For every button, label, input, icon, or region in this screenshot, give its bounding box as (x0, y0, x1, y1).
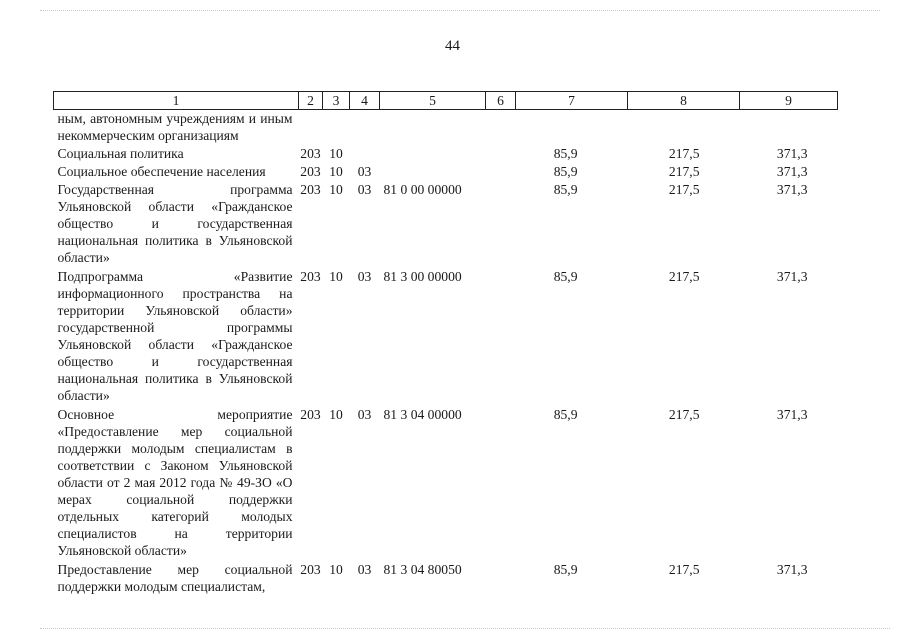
table-row (54, 163, 838, 181)
cell-col4: 03 (357, 182, 372, 197)
column-header: 2 (299, 92, 323, 110)
cell-col7: 85,9 (553, 164, 578, 179)
cell-col6 (486, 181, 516, 267)
column-header: 9 (740, 92, 838, 110)
cell-col4: 03 (357, 269, 372, 284)
column-header: 6 (486, 92, 516, 110)
cell-col2 (299, 110, 323, 146)
table-row (54, 110, 838, 146)
cell-col3 (323, 110, 350, 146)
cell-col8: 217,5 (668, 164, 700, 179)
cell-col6 (486, 163, 516, 181)
table-row (54, 145, 838, 163)
cell-col6 (486, 405, 516, 560)
cell-col2: 203 (300, 146, 321, 161)
table-row (54, 405, 838, 560)
cell-col2: 203 (300, 164, 321, 179)
row-name: Государственная программа Ульяновской области «Гражданское общество и государственная национальная политика в Ульяновской области» (57, 182, 293, 265)
cell-col3: 10 (329, 407, 343, 422)
cell-col9: 371,3 (776, 562, 808, 577)
cell-col3: 10 (329, 146, 343, 161)
column-header: 1 (54, 92, 299, 110)
cell-col6 (486, 110, 516, 146)
cell-col8: 217,5 (668, 562, 700, 577)
column-header: 4 (350, 92, 380, 110)
column-header: 7 (516, 92, 628, 110)
table-row (54, 267, 838, 405)
cell-col5: 81 0 00 00000 (383, 182, 462, 197)
cell-col6 (486, 267, 516, 405)
cell-col2: 203 (300, 407, 321, 422)
row-name: ным, автономным учреждениям и иным некоммерческим организациям (57, 111, 293, 143)
cell-col2: 203 (300, 182, 321, 197)
cell-col4: 03 (357, 164, 372, 179)
cell-col3: 10 (329, 269, 343, 284)
row-name: Основное мероприятие «Предоставление мер социальной поддержки молодым специалистам в соответствии с Законом Ульяновской области от 2 мая 2012 года № 49-ЗО «О мерах социальной поддержки отдельных категорий молодых специалистов на территории Ульяновской области» (57, 407, 293, 558)
cell-col8: 217,5 (668, 146, 700, 161)
table-row (54, 560, 838, 596)
cell-col3: 10 (329, 164, 343, 179)
cell-col6 (486, 560, 516, 596)
cell-col5 (380, 110, 486, 146)
column-header: 5 (380, 92, 486, 110)
cell-col5: 81 3 04 00000 (383, 407, 462, 422)
column-header: 3 (323, 92, 350, 110)
page-number: 44 (445, 38, 460, 54)
cell-col5 (380, 163, 486, 181)
cell-col2: 203 (300, 562, 321, 577)
table-row (54, 181, 838, 267)
cell-col5: 81 3 00 00000 (383, 269, 462, 284)
cell-col6 (486, 145, 516, 163)
column-number-row (54, 92, 838, 110)
cell-col7: 85,9 (553, 269, 578, 284)
cell-col7 (516, 110, 628, 146)
cell-col4 (350, 110, 380, 146)
cell-col8 (628, 110, 740, 146)
cell-col3: 10 (329, 182, 343, 197)
cell-col4: 03 (357, 407, 372, 422)
cell-col9: 371,3 (776, 182, 808, 197)
cell-col9: 371,3 (776, 269, 808, 284)
cell-col9: 371,3 (776, 407, 808, 422)
cell-col7: 85,9 (553, 407, 578, 422)
row-name: Подпрограмма «Развитие информационного пространства на территории Ульяновской области» государственной программы Ульяновской области «Гражданское общество и государственная национальная политика в Ульяновской области» (57, 269, 293, 403)
cell-col7: 85,9 (553, 182, 578, 197)
cell-col8: 217,5 (668, 269, 700, 284)
cell-col7: 85,9 (553, 146, 578, 161)
row-name: Социальная политика (57, 146, 184, 161)
cell-col7: 85,9 (553, 562, 578, 577)
cell-col4: 03 (357, 562, 372, 577)
cell-col5: 81 3 04 80050 (383, 562, 462, 577)
cell-col8: 217,5 (668, 182, 700, 197)
cell-col9: 371,3 (776, 146, 808, 161)
cell-col4 (350, 145, 380, 163)
cell-col8: 217,5 (668, 407, 700, 422)
scan-artifact-bottom (40, 628, 890, 629)
cell-col5 (380, 145, 486, 163)
cell-col3: 10 (329, 562, 343, 577)
scan-artifact-top (40, 10, 880, 11)
cell-col9: 371,3 (776, 164, 808, 179)
column-header: 8 (628, 92, 740, 110)
row-name: Социальное обеспечение населения (57, 164, 266, 179)
budget-table (53, 91, 838, 596)
cell-col2: 203 (300, 269, 321, 284)
cell-col9 (740, 110, 838, 146)
row-name: Предоставление мер социальной поддержки молодым специалистам, (57, 562, 293, 594)
